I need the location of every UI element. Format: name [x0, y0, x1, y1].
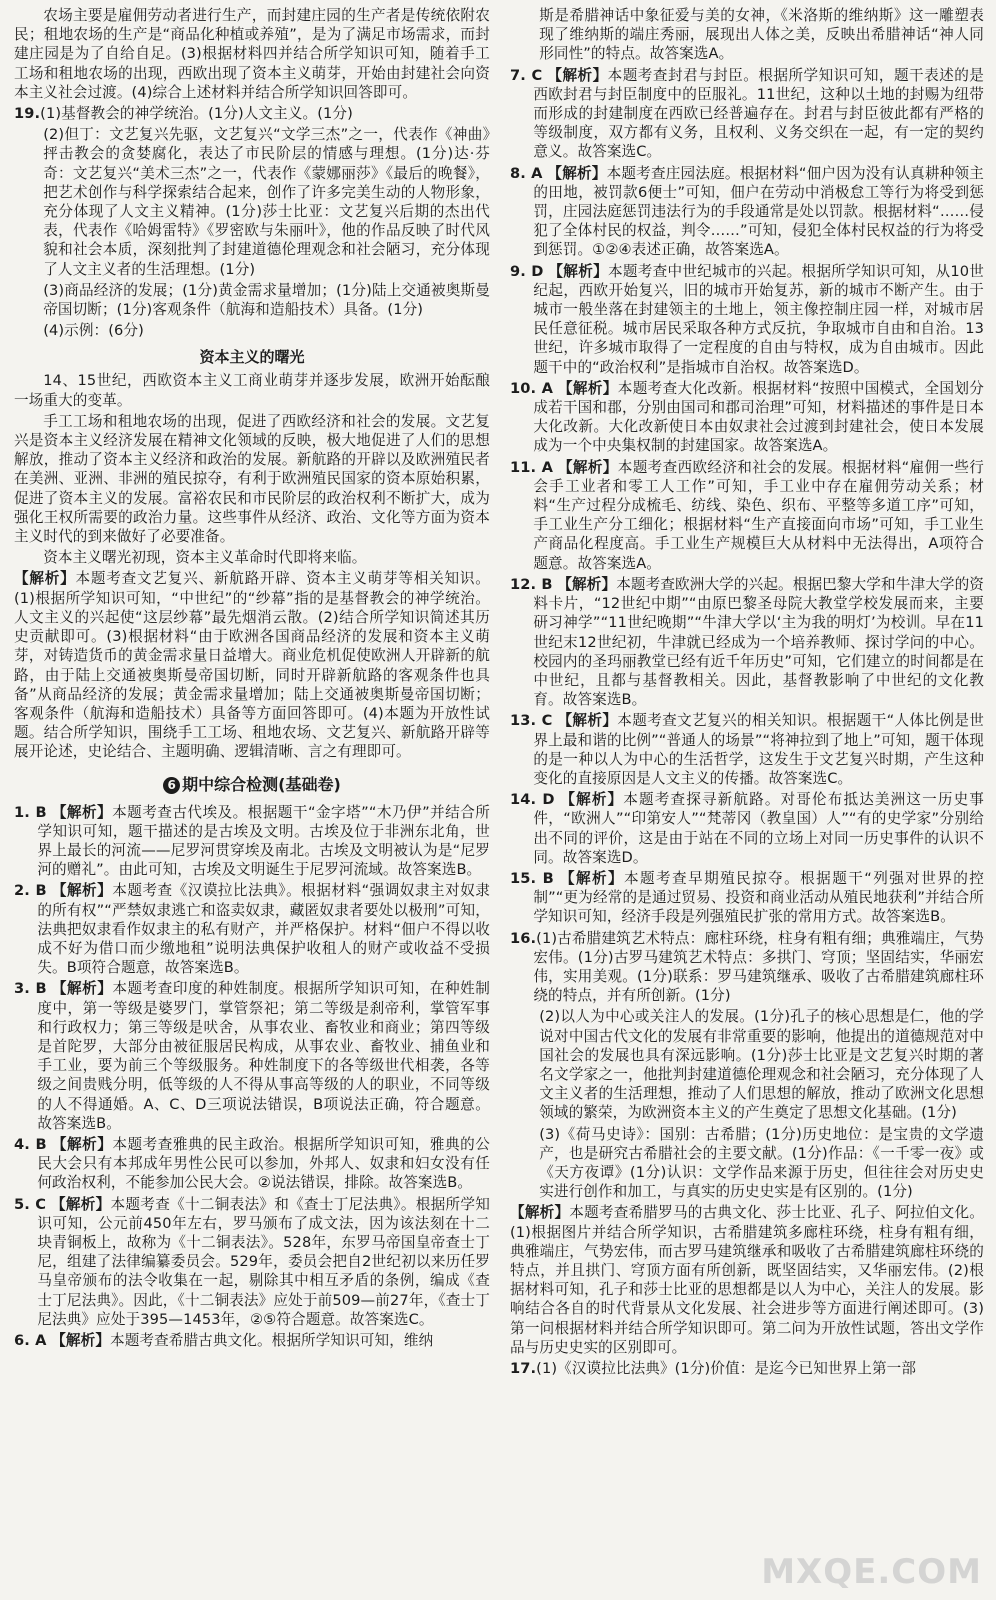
analysis-tag: 【解析】: [51, 1195, 111, 1213]
section-heading: [14, 772, 490, 795]
q17-text: (1)《汉谟拉比法典》(1分)价值：是迄今已知世界上第一部: [536, 1360, 917, 1378]
answer-item-5: [14, 1195, 490, 1329]
answer-item-11: [510, 458, 984, 573]
answer-number: 14. D: [510, 791, 555, 809]
answer-text: 本题考查印度的种姓制度。根据所学知识可知，在种姓制度中，第一等级是婆罗门，掌管祭祀；第二等级是刹帝利，掌管军事和行政权力；第三等级是吠舍，从事农业、畜牧业和商业；第四等级是首陀罗，大部分由被征服居民构成，从事农业、畜牧业、捕鱼业和手工业，要为前三个等级服务。种姓制度下的各等级世代相袭，各等级之间贵贱分明，低等级的人不得从事高等级的人的职业，不同等级的人不得通婚。A、C、D三项说法错误，B项说法正确，符合题意。故答案选B。: [37, 980, 490, 1132]
q16-part1: [510, 929, 984, 1006]
analysis-text: 本题考查文艺复兴、新航路开辟、资本主义萌芽等相关知识。(1)根据所学知识可知，“中世纪”的“纱幕”指的是基督教会的神学统治。人文主义的兴起使“这层纱幕”最先烟消云散。(2)结合所学知识简述其历史贡献即可。(3)根据材料“由于欧洲各国商品经济的发展和资本主义萌芽，对铸造货币的黄金需求量日益增大。商业危机促使欧洲人开辟新的航路，由于陆上交通被奥斯曼帝国切断，同时开辟新航路的客观条件也具备”从商品经济的发展；黄金需求量增加；陆上交通被奥斯曼帝国切断；客观条件（航海和造船技术）具备等方面回答即可。(4)本题为开放性试题。结合所学知识，围绕手工工场、租地农场、文艺复兴、新航路开辟等展开论述，史论结合、主题明确、逻辑清晰、言之有理即可。: [14, 570, 490, 761]
analysis-tag: 【解析】: [560, 791, 624, 809]
answer-text: 本题考查《十二铜表法》和《查士丁尼法典》。根据所学知识可知，公元前450年左右，罗马颁布了成文法，因为该法刻在十二块青铜板上，故称为《十二铜表法》。528年，东罗马帝国皇帝查士丁尼，组建了法律编纂委员会。529年，委员会把自2世纪初以来历任罗马皇帝颁布的法令收集在一起，剔除其中相互矛盾的条例，编成《查士丁尼法典》。因此，《十二铜表法》应处于前509—前27年，《查士丁尼法典》应处于395—1453年，②⑤符合题意。故答案选C。: [37, 1195, 490, 1328]
answer-number: 11. A: [510, 458, 553, 476]
analysis-tag: 【解析】: [14, 570, 76, 588]
question-number: 17.: [510, 1360, 537, 1378]
q19-part1-text: (1)基督教会的神学统治。(1分)人文主义。(1分): [40, 105, 353, 123]
answer-number: 5. C: [14, 1195, 47, 1213]
q19-part4: (4)示例：(6分): [43, 322, 144, 340]
answer-text: 本题考查希腊古典文化。根据所学知识可知，维纳: [110, 1332, 434, 1349]
site-watermark: MXQE.COM: [761, 1552, 982, 1592]
essay-paragraph-1: 14、15世纪，西欧资本主义工商业萌芽并逐步发展，欧洲开始酝酿一场重大的变革。: [14, 372, 490, 409]
answer-text: 本题考查中世纪城市的兴起。根据所学知识可知，从10世纪起，西欧开始复兴，旧的城市开始复苏，新的城市不断产生。由于城市一般坐落在封建领主的土地上，领主像控制庄园一样，对城市居民任意征税。城市居民采取各种方式反抗，争取城市自由和自治。13世纪，许多城市取得了一定程度的自由与特权，成为自由城市。因此题干中的“政治权利”是指城市自治权。故答案选D。: [533, 262, 984, 376]
q16-analysis: [510, 1203, 984, 1357]
section-title-text: 期中综合检测(基础卷): [182, 774, 341, 794]
question-number: 16.: [510, 929, 537, 947]
answer-item-12: [510, 575, 984, 709]
answer-number: 8. A: [510, 164, 543, 182]
answer-item-15: [510, 869, 984, 927]
question-number: 19.: [14, 105, 41, 123]
q19-part3: (3)商品经济的发展；(1分)黄金需求量增加；(1分)陆上交通被奥斯曼帝国切断；(1分)客观条件（航海和造船技术）具备。(1分): [43, 281, 490, 319]
answer-item-14: [510, 790, 984, 867]
analysis-tag: 【解析】: [547, 66, 608, 84]
answer-number: 15. B: [510, 869, 554, 887]
answer-item-7: [510, 66, 984, 162]
left-column: [14, 6, 490, 1600]
answer-text: 本题考查《汉谟拉比法典》。根据材料“强调奴隶主对奴隶的所有权”“严禁奴隶逃亡和盗卖奴隶，藏匿奴隶者要处以极刑”可知，法典把奴隶看作奴隶主的私有财产，并严格保护。材料“佃户不得以收成不好为借口而少缴地租”说明法典保护收租人的财产或收益不受损失。B项符合题意，故答案选B。: [37, 882, 490, 977]
analysis-tag: 【解析】: [51, 1135, 113, 1153]
analysis-tag: 【解析】: [51, 803, 113, 821]
answer-number: 9. D: [510, 262, 544, 280]
answer-item-13: [510, 711, 984, 788]
analysis-tag: 【解析】: [51, 1332, 111, 1349]
analysis-tag: 【解析】: [547, 164, 607, 182]
answer-item-9: [510, 262, 984, 377]
right-column: [510, 6, 984, 1600]
q16-part2: (2)以人为中心或关注人的发展。(1分)孔子的核心思想是仁，他的学说对中国古代文化的发展有非常重要的影响，他提出的道德规范对中国社会的发展也具有深远影响。(1分)莎士比亚是文艺复兴时期的著名文学家之一，他批判封建道德伦理观念和社会陋习，充分体现了人文主义者的生活理想，推动了人们思想的解放，推动了欧洲文化思想领域的繁荣，为欧洲资本主义的产生奠定了思想文化基础。(1分): [539, 1008, 984, 1122]
essay-title: 资本主义的曙光: [199, 348, 305, 367]
analysis-tag: 【解析】: [510, 1204, 570, 1222]
answer-number: 3. B: [14, 980, 47, 998]
analysis-tag: 【解析】: [559, 869, 625, 887]
answer-text: 本题考查庄园法庭。根据材料“佃户因为没有认真耕种领主的田地，被罚款6便士”可知，佃户在劳动中消极怠工等行为将受到惩罚，庄园法庭惩罚违法行为的手段通常是处以罚款。根据材料“……侵犯了全体村民的权益，判令……”可知，侵犯全体村民权益的行为将受到惩罚。①②④表述正确，故答案选A。: [533, 164, 984, 259]
answer-number: 1. B: [14, 803, 47, 821]
analysis-text: 本题考查希腊罗马的古典文化、莎士比亚、孔子、阿拉伯文化。(1)根据图片并结合所学知识，古希腊建筑多廊柱环绕，柱身有粗有细，典雅端庄，气势宏伟，而古罗马建筑继承和吸收了古希腊建筑廊柱环绕的特点，并且拱门、穹顶方面有所创新，既坚固结实，又华丽宏伟。(2)根据材料可知，孔子和莎士比亚的思想都是以人为中心，关注人的发展。影响结合各自的时代背景从文化发展、社会进步等方面进行阐述即可。(3)第一问根据材料并结合所学知识即可。第二问为开放性试题，答出文学作品与历史史实的区别即可。: [510, 1204, 984, 1356]
q19-part1: [14, 104, 490, 123]
answer-text: 本题考查雅典的民主政治。根据所学知识可知，雅典的公民大会只有本邦成年男性公民可以参加，外邦人、奴隶和妇女没有任何政治权利，不能参加公民大会。②说法错误，排除。故答案选B。: [37, 1135, 490, 1192]
right-answer-list: [510, 66, 984, 927]
essay-paragraph-2: 手工工场和租地农场的出现，促进了西欧经济和社会的发展。文艺复兴是资本主义经济发展在精神文化领域的反映，极大地促进了人们的思想解放，推动了资本主义经济和政治的发展。新航路的开辟以及欧洲殖民者在美洲、亚洲、非洲的殖民掠夺，有利于欧洲殖民国家的资本原始积累，促进了资本主义的发展。富裕农民和市民阶层的政治权利不断扩大，成为强化王权所需要的政治力量。这些事件从经济、政治、文化等方面为资本主义时代的到来做好了必要准备。: [14, 412, 490, 546]
q6-continuation: 斯是希腊神话中象征爱与美的女神，《米洛斯的维纳斯》这一雕塑表现了维纳斯的端庄秀丽，展现出人体之美，反映出希腊神话“神人同形同性”的特点。故答案选A。: [539, 7, 984, 63]
answer-number: 4. B: [14, 1135, 47, 1153]
q16-part3: (3)《荷马史诗》：国别：古希腊；(1分)历史地位：是宝贵的文学遗产，也是研究古希腊社会的主要文献。(1分)作品：《一千零一夜》或《天方夜谭》(1分)认识：文学作品来源于历史，但往往会对历史史实进行创作和加工，与真实的历史史实是有区别的。(1分): [539, 1125, 984, 1201]
answer-item-10: [510, 379, 984, 456]
question-19: [14, 104, 490, 340]
essay-analysis: [14, 569, 490, 761]
answer-number: 10. A: [510, 379, 553, 397]
analysis-tag: 【解析】: [557, 379, 618, 397]
analysis-tag: 【解析】: [557, 575, 617, 593]
section-number-badge: 6: [163, 777, 180, 794]
analysis-tag: 【解析】: [51, 980, 113, 998]
q18-continuation: 农场主要是雇佣劳动者进行生产，而封建庄园的生产者是传统依附农民；租地农场的生产是“商品化种植或养殖”，是为了满足市场需求，而封建庄园是为了自给自足。(3)根据材料四并结合所学知识可知，随着手工工场和租地农场的出现，西欧出现了资本主义萌芽，开始由封建社会向资本主义社会过渡。(4)综合上述材料并结合所学知识回答即可。: [14, 7, 490, 101]
answer-item-4: [14, 1135, 490, 1193]
q19-part2: (2)但丁：文艺复兴先驱，文艺复兴“文学三杰”之一，代表作《神曲》抨击教会的贪婪腐化，表达了市民阶层的情感与理想。(1分)达·芬奇：文艺复兴“美术三杰”之一，代表作《蒙娜丽莎》《最后的晚餐》，把艺术创作与科学探索结合起来，创作了许多完美生动的人物形象，充分体现了人文主义精神。(1分)莎士比亚：文艺复兴后期的杰出代表，代表作《哈姆雷特》《罗密欧与朱丽叶》，他的作品反映了时代风貌和社会本质，深刻批判了封建道德伦理观念和社会陋习，充分体现了人文主义者的生活理想。(1分): [43, 126, 490, 278]
analysis-tag: 【解析】: [557, 458, 618, 476]
left-answer-list: [14, 803, 490, 1351]
answer-number: 13. C: [510, 712, 553, 730]
essay-paragraph-3: 资本主义曙光初现，资本主义革命时代即将来临。: [43, 549, 367, 567]
analysis-tag: 【解析】: [51, 882, 113, 900]
q16-part1-text: (1)古希腊建筑艺术特点：廊柱环绕，柱身有粗有细；典雅端庄，气势宏伟。(1分)古罗马建筑艺术特点：多拱门、穹顶；坚固结实，华丽宏伟，实用美观。(1分)联系：罗马建筑继承、吸收了古希腊建筑廊柱环绕的特点，并有所创新。(1分): [533, 929, 984, 1005]
answer-item-3: [14, 979, 490, 1133]
question-16: [510, 929, 984, 1357]
analysis-tag: 【解析】: [557, 712, 618, 730]
answer-number: 6. A: [14, 1332, 47, 1349]
answer-number: 12. B: [510, 575, 553, 593]
answer-text: 本题考查早期殖民掠夺。根据题干“列强对世界的控制”“更为经常的是通过贸易、投资和商业活动从殖民地获利”并结合所学知识可知，经济手段是列强殖民扩张的常用方式。故答案选B。: [533, 869, 984, 926]
answer-item-8: [510, 164, 984, 260]
question-17: [510, 1359, 984, 1378]
answer-item-2: [14, 881, 490, 977]
answer-text: 本题考查西欧经济和社会的发展。根据材料“雇佣一些行会手工业者和零工人工作”可知，手工业中存在雇佣劳动关系；材料“生产过程分成梳毛、纺线、染色、织布、平整等多道工序”可知，手工业生产分工细化；根据材料“生产直接面向市场”可知，手工业生产商品化程度高。手工业生产规模巨大从材料中无法得出，A项符合题意。故答案选A。: [533, 458, 984, 572]
answer-text: 本题考查探寻新航路。对哥伦布抵达美洲这一历史事件，“欧洲人”“印第安人”“梵蒂冈（教皇国）人”“有的史学家”分别给出不同的评价，这是由于站在不同的立场上对同一历史事件的认识不同。故答案选D。: [533, 791, 984, 866]
answer-number: 2. B: [14, 882, 47, 900]
analysis-tag: 【解析】: [548, 262, 608, 280]
answer-text: 本题考查古代埃及。根据题干“金字塔”“木乃伊”并结合所学知识可知，题干描述的是古埃及文明。古埃及位于非洲东北角，世界上最长的河流——尼罗河贯穿埃及南北。古埃及文明被认为是“尼罗河的赠礼”。由此可知，古埃及文明诞生于尼罗河流域。故答案选B。: [37, 803, 490, 879]
answer-text: 本题考查封君与封臣。根据所学知识可知，题干表述的是西欧封君与封臣制度中的臣服礼。11世纪，这种以土地的封赐为纽带而形成的封建制度在西欧已经普遍存在。封君与封臣彼此都有严格的等级制度，双方都有义务，且权利、义务交织在一起，有一定的契约意义。故答案选C。: [533, 66, 984, 161]
answer-text: 本题考查大化改新。根据材料“按照中国模式，全国划分成若干国和郡，分别由国司和郡司治理”可知，材料描述的事件是日本大化改新。大化改新使日本由奴隶社会过渡到封建社会，使日本发展成为一个中央集权制的封建国家。故答案选A。: [533, 379, 984, 455]
answer-item-1: [14, 803, 490, 880]
answer-item-6: [14, 1331, 490, 1350]
answer-number: 7. C: [510, 66, 543, 84]
answer-text: 本题考查欧洲大学的兴起。根据巴黎大学和牛津大学的资料卡片，“12世纪中期”“由原巴黎圣母院大教堂学校发展而来，主要研习神学”“11世纪晚期”“牛津大学以‘主为我的明灯’为校训。早在11世纪末12世纪初，牛津就已经成为一个培养教师、探讨学问的中心。校园内的圣玛丽教堂已经有近千年历史”可知，它们建立的时间都是在中世纪，且都与基督教相关。因此，基督教影响了中世纪的文化教育。故答案选B。: [533, 575, 984, 709]
answer-text: 本题考查文艺复兴的相关知识。根据题干“人体比例是世界上最和谐的比例”“普通人的场景”“将神拉到了地上”可知，题干体现的是一种以人为中心的生活哲学，这发生于文艺复兴时期，产生这种变化的直接原因是人文主义的传播。故答案选C。: [533, 712, 984, 787]
